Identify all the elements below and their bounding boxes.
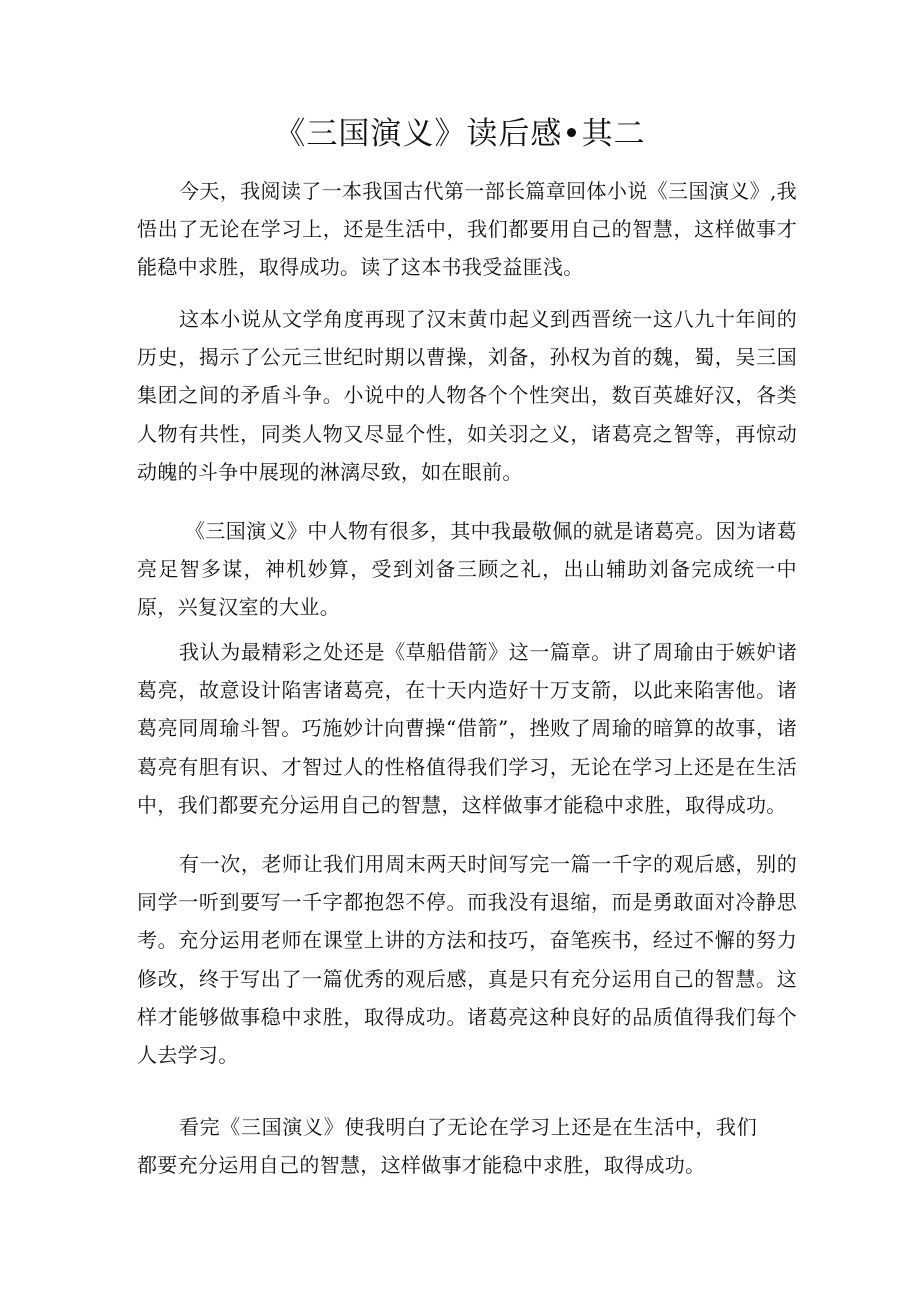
paragraph-novel-overview: 这本小说从文学角度再现了汉末黄巾起义到西晋统一这八九十年间的历史，揭示了公元三世纪时期以曹操，刘备，孙权为首的魏，蜀，吴三国集团之间的矛盾斗争。小说中的人物各个个性突出，数百英雄好汉，各类人物有共性，同类人物又尽显个性，如关羽之义，诸葛亮之智等，再惊动动魄的斗争中展现的淋漓尽致，如在眼前。 xyxy=(137,307,797,484)
document-title: 《三国演义》读后感•其二 xyxy=(274,116,646,152)
paragraph-intro: 今天，我阅读了一本我国古代第一部长篇章回体小说《三国演义》,我悟出了无论在学习上，还是生活中，我们都要用自己的智慧，这样做事才能稳中求胜，取得成功。读了这本书我受益匪浅。 xyxy=(137,179,797,280)
paragraph-zhuge-liang: 《三国演义》中人物有很多，其中我最敬佩的就是诸葛亮。因为诸葛亮足智多谋，神机妙算，受到刘备三顾之礼，出山辅助刘备完成统一中原，兴复汉室的大业。 xyxy=(137,519,797,620)
paragraph-borrowing-arrows: 我认为最精彩之处还是《草船借箭》这一篇章。讲了周瑜由于嫉妒诸葛亮，故意设计陷害诸葛亮，在十天内造好十万支箭，以此来陷害他。诸葛亮同周瑜斗智。巧施妙计向曹操“借箭”，挫败了周瑜的暗算的故事，诸葛亮有胆有识、才智过人的性格值得我们学习，无论在学习上还是在生活中，我们都要充分运用自己的智慧，这样做事才能稳中求胜，取得成功。 xyxy=(137,640,797,817)
paragraph-personal-experience: 有一次，老师让我们用周末两天时间写完一篇一千字的观后感，别的同学一听到要写一千字都抱怨不停。而我没有退缩，而是勇敢面对冷静思考。充分运用老师在课堂上讲的方法和技巧，奋笔疾书，经过不懈的努力修改，终于写出了一篇优秀的观后感，真是只有充分运用自己的智慧。这样才能够做事稳中求胜，取得成功。诸葛亮这种良好的品质值得我们每个人去学习。 xyxy=(137,852,797,1068)
paragraph-conclusion: 看完《三国演义》使我明白了无论在学习上还是在生活中，我们都要充分运用自己的智慧，这样做事才能稳中求胜，取得成功。 xyxy=(137,1115,757,1178)
